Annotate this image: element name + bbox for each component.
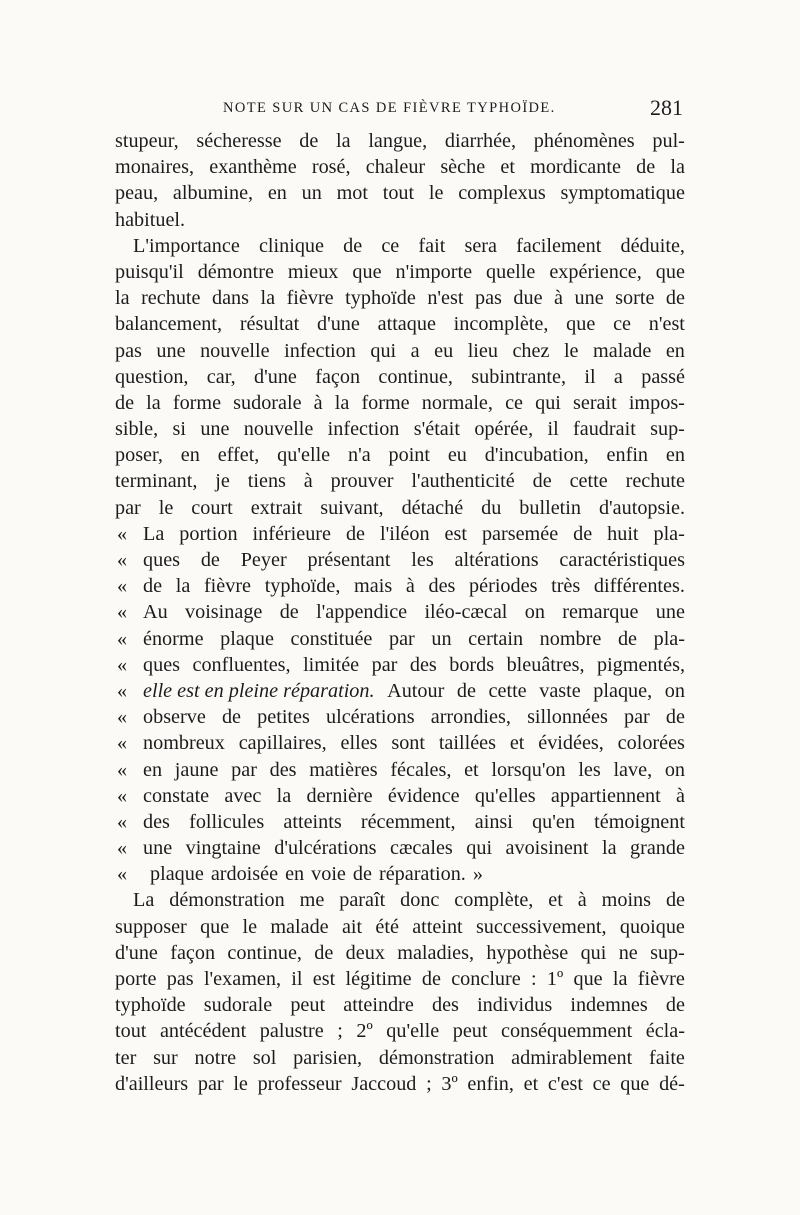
quote-line: « en jaune par des matières fécales, et lorsqu'on les lave, on (117, 758, 685, 781)
running-header (115, 96, 685, 124)
quote-line: « énorme plaque constituée par un certain nombre de pla- (117, 627, 685, 650)
text-line: par le court extrait suivant, détaché du bulletin d'autopsie. (115, 496, 685, 519)
quote-line: « observe de petites ulcérations arrondies, sillonnées par de (117, 706, 685, 729)
text-line: porte pas l'examen, il est légitime de conclure : 1º que la fièvre (115, 968, 685, 990)
quote-line: « Au voisinage de l'appendice iléo-cæcal on remarque une (117, 601, 685, 624)
text-line: stupeur, sécheresse de la langue, diarrhée, phénomènes pul- (115, 130, 685, 152)
body-text (115, 128, 685, 1097)
text-line: L'importance clinique de ce fait sera facilement déduite, (133, 234, 685, 257)
quote-line: « plaque ardoisée en voie de réparation. » (117, 863, 483, 886)
quote-line: « La portion inférieure de l'iléon est parsemée de huit pla- (117, 522, 685, 545)
running-title: NOTE SUR UN CAS DE FIÈVRE TYPHOÏDE. (223, 100, 556, 116)
text-line: puisqu'il démontre mieux que n'importe quelle expérience, que (115, 260, 685, 283)
text-line: habituel. (115, 208, 186, 231)
text-line: de la forme sudorale à la forme normale, ce qui serait impos- (115, 391, 685, 414)
text-line: d'ailleurs par le professeur Jaccoud ; 3º enfin, et c'est ce que dé- (115, 1072, 685, 1095)
quote-line: « ques confluentes, limitée par des bords bleuâtres, pigmentés, (117, 653, 685, 676)
text-line: La démonstration me paraît donc complète, et à moins de (133, 889, 685, 912)
text-line: pas une nouvelle infection qui a eu lieu chez le malade en (115, 339, 685, 362)
text-line: peau, albumine, en un mot tout le complexus symptomatique (115, 182, 685, 205)
quote-line: « des follicules atteints récemment, ainsi qu'en témoignent (117, 810, 685, 833)
quote-line: « constate avec la dernière évidence qu'elles appartiennent à (117, 784, 685, 807)
quote-line: « une vingtaine d'ulcérations cæcales qui avoisinent la grande (117, 837, 685, 860)
text-line: ter sur notre sol parisien, démonstration admirablement faite (115, 1046, 685, 1069)
quote-line: « ques de Peyer présentant les altérations caractéristiques (117, 549, 685, 571)
page-number: 281 (650, 95, 683, 120)
text-line: question, car, d'une façon continue, subintrante, il a passé (115, 365, 685, 388)
quote-line-italic: « elle est en pleine réparation. Autour de cette vaste plaque, on (117, 679, 685, 702)
text-line: monaires, exanthème rosé, chaleur sèche et mordicante de la (115, 156, 685, 179)
quote-line: « de la fièvre typhoïde, mais à des périodes très différentes. (117, 575, 685, 598)
text-line: typhoïde sudorale peut atteindre des individus indemnes de (115, 994, 685, 1017)
text-line: la rechute dans la fièvre typhoïde n'est pas due à une sorte de (115, 287, 685, 310)
text-line: sible, si une nouvelle infection s'était opérée, il faudrait sup- (115, 418, 685, 441)
text-line: poser, en effet, qu'elle n'a point eu d'incubation, enfin en (115, 444, 685, 467)
text-line: supposer que le malade ait été atteint successivement, quoique (115, 915, 685, 938)
text-line: tout antécédent palustre ; 2º qu'elle peut conséquemment écla- (115, 1020, 685, 1043)
text-line: balancement, résultat d'une attaque incomplète, que ce n'est (115, 313, 685, 336)
text-line: terminant, je tiens à prouver l'authenticité de cette rechute (115, 470, 685, 493)
quote-line: « nombreux capillaires, elles sont taillées et évidées, colorées (117, 732, 685, 755)
text-line: d'une façon continue, de deux maladies, hypothèse qui ne sup- (115, 941, 685, 964)
